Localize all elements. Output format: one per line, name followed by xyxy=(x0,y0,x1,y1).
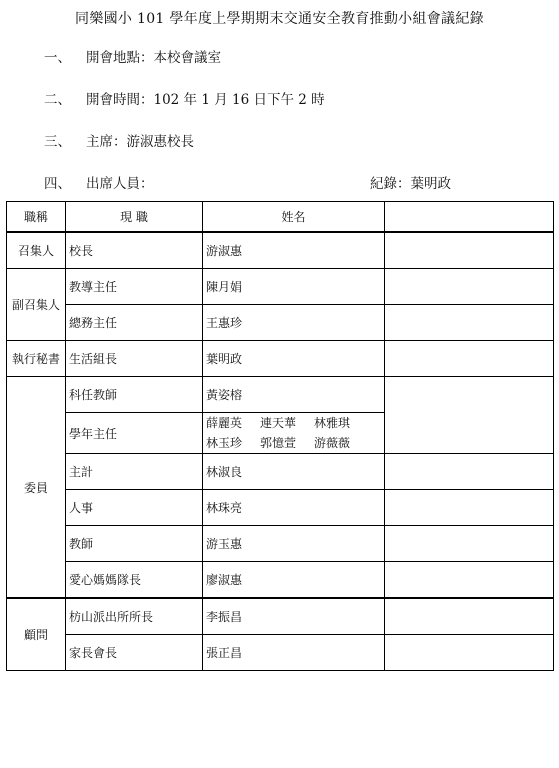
item-number: 三、 xyxy=(44,134,71,150)
name-cell: 游淑惠 xyxy=(203,232,385,269)
blank-cell xyxy=(385,526,554,562)
member-name: 林玉珍 xyxy=(206,436,243,450)
header-position: 現 職 xyxy=(66,202,203,233)
blank-cell xyxy=(385,377,554,454)
names-line xyxy=(206,433,381,453)
item-chair xyxy=(44,130,194,150)
name-cell: 葉明政 xyxy=(203,341,385,377)
blank-cell xyxy=(385,635,554,671)
header-name: 姓名 xyxy=(203,202,385,233)
blank-cell xyxy=(385,562,554,599)
table-row xyxy=(7,598,554,635)
name-cell: 李振昌 xyxy=(203,598,385,635)
blank-cell xyxy=(385,269,554,305)
member-name: 游薇薇 xyxy=(314,436,351,450)
table-row xyxy=(7,232,554,269)
name-cell-group xyxy=(203,413,385,454)
position-cell: 科任教師 xyxy=(66,377,203,413)
role-cell: 委員 xyxy=(7,377,66,599)
item-text: 開會時間：102 年 1 月 16 日下午 2 時 xyxy=(86,92,325,108)
name-cell: 林珠亮 xyxy=(203,490,385,526)
table-row xyxy=(7,341,554,377)
item-number: 一、 xyxy=(44,50,71,66)
member-name: 郭憶萱 xyxy=(260,436,297,450)
table-row xyxy=(7,490,554,526)
name-cell: 林淑良 xyxy=(203,454,385,490)
recorder-label: 紀錄：葉明政 xyxy=(370,176,451,192)
position-cell: 教導主任 xyxy=(66,269,203,305)
attendance-table xyxy=(6,201,554,671)
item-text: 主席：游淑惠校長 xyxy=(86,134,194,150)
item-text: 出席人員： xyxy=(86,176,154,192)
names-line xyxy=(206,413,381,433)
position-cell: 枋山派出所所長 xyxy=(66,598,203,635)
document-title: 同樂國小 101 學年度上學期期末交通安全教育推動小組會議紀錄 xyxy=(75,11,484,27)
role-cell: 顧問 xyxy=(7,598,66,671)
header-title: 職稱 xyxy=(7,202,66,233)
blank-cell xyxy=(385,598,554,635)
item-attendees xyxy=(44,172,154,192)
name-cell: 游玉惠 xyxy=(203,526,385,562)
position-cell: 愛心媽媽隊長 xyxy=(66,562,203,599)
blank-cell xyxy=(385,341,554,377)
blank-cell xyxy=(385,490,554,526)
name-cell: 陳月娟 xyxy=(203,269,385,305)
table-header-row xyxy=(7,202,554,233)
member-name: 林雅琪 xyxy=(314,416,351,430)
name-cell: 黃姿榕 xyxy=(203,377,385,413)
table-row xyxy=(7,269,554,305)
blank-cell xyxy=(385,232,554,269)
position-cell: 家長會長 xyxy=(66,635,203,671)
item-text: 開會地點：本校會議室 xyxy=(86,50,221,66)
blank-cell xyxy=(385,305,554,341)
item-meeting-time xyxy=(44,88,325,108)
table-row xyxy=(7,454,554,490)
name-cell: 王惠珍 xyxy=(203,305,385,341)
blank-cell xyxy=(385,454,554,490)
role-cell: 召集人 xyxy=(7,232,66,269)
position-cell: 校長 xyxy=(66,232,203,269)
position-cell: 主計 xyxy=(66,454,203,490)
table-row xyxy=(7,635,554,671)
position-cell: 總務主任 xyxy=(66,305,203,341)
table-row xyxy=(7,562,554,599)
name-cell: 廖淑惠 xyxy=(203,562,385,599)
position-cell: 教師 xyxy=(66,526,203,562)
position-cell: 人事 xyxy=(66,490,203,526)
member-name: 連天華 xyxy=(260,416,297,430)
name-cell: 張正昌 xyxy=(203,635,385,671)
table-row xyxy=(7,526,554,562)
header-blank xyxy=(385,202,554,233)
item-number: 二、 xyxy=(44,92,71,108)
position-cell: 生活組長 xyxy=(66,341,203,377)
role-cell: 執行秘書 xyxy=(7,341,66,377)
item-meeting-location xyxy=(44,46,221,66)
role-cell: 副召集人 xyxy=(7,269,66,341)
table-row xyxy=(7,377,554,413)
position-cell: 學年主任 xyxy=(66,413,203,454)
item-number: 四、 xyxy=(44,176,71,192)
member-name: 薛麗英 xyxy=(206,416,243,430)
table-row xyxy=(7,305,554,341)
